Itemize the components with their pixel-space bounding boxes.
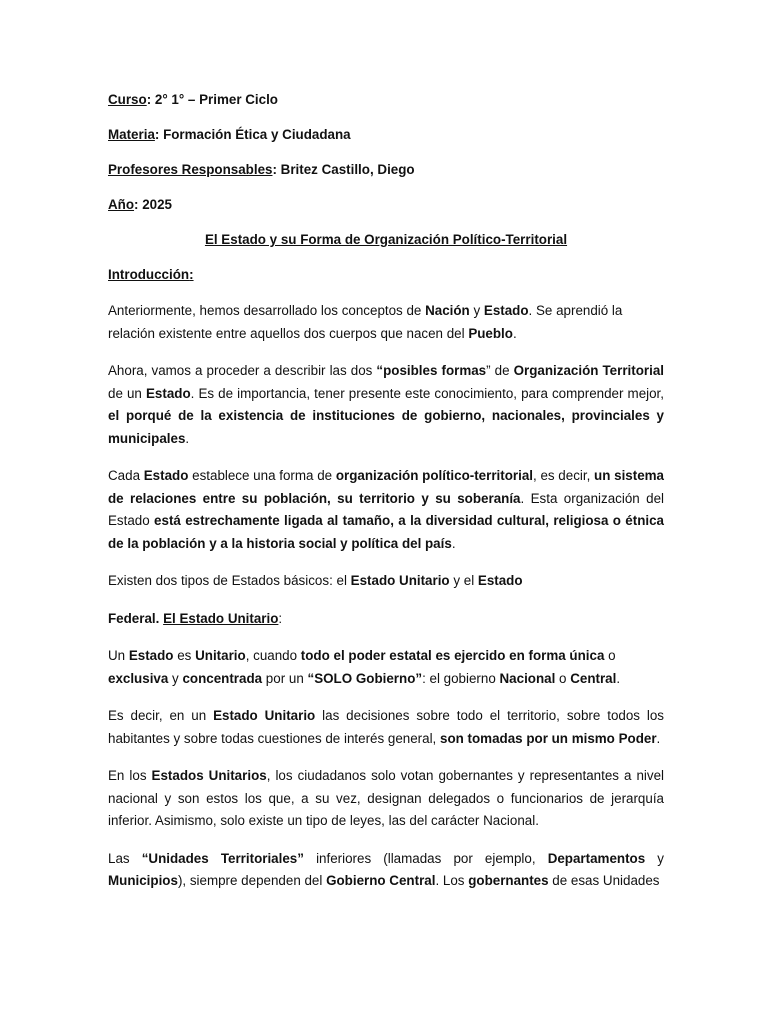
bold-text: Pueblo <box>468 325 513 341</box>
bold-text: Estado Unitario <box>213 708 316 723</box>
bold-text: un sistema de relaciones entre su población, su territorio y su soberanía <box>108 468 665 506</box>
bold-text: el porqué de la existencia de instituciones de gobierno, nacionales, provinciales y municipales <box>108 408 664 446</box>
paragraph-1 <box>108 300 664 345</box>
text: . <box>616 670 621 686</box>
anio-line: Año: 2025 <box>108 197 173 212</box>
text: es <box>173 648 196 663</box>
bold-text: Estado <box>128 648 174 663</box>
bold-text: Estado Unitario <box>350 573 450 588</box>
text: y <box>469 303 484 318</box>
text: . <box>185 430 190 446</box>
bold-text: Estado <box>483 303 529 318</box>
bold-text: Central <box>570 670 617 686</box>
curso-line: Curso: 2° 1° – Primer Ciclo <box>108 92 278 107</box>
text: inferiores (llamadas por ejemplo, <box>303 850 548 866</box>
introduccion-heading: Introducción: <box>108 267 194 282</box>
bold-text: Estado <box>145 385 191 401</box>
text: En los <box>108 768 152 783</box>
paragraph-7 <box>108 705 664 750</box>
text: . <box>155 610 164 626</box>
text: ” de <box>486 363 514 378</box>
text: : el gobierno <box>422 670 500 686</box>
text: . Se aprendió la relación existente entre aquellos dos cuerpos que nacen del <box>108 303 623 341</box>
bold-text: son tomadas por un mismo Poder <box>440 730 657 746</box>
bold-text: todo el poder estatal es ejercido en forma única <box>300 648 605 663</box>
bold-text: Estado <box>143 468 189 483</box>
text: , los ciudadanos solo votan gobernantes y representantes a nivel nacional y son estos los que, a su vez, designan delegados o funcionarios de jerarquía inferior. Asimismo, solo existe un tipo de leyes, las del carácter Nacional. <box>108 768 665 828</box>
document-page <box>108 90 664 908</box>
estado-unitario-heading <box>108 608 664 631</box>
text: : <box>278 610 283 626</box>
paragraph-3 <box>108 465 664 555</box>
bold-text: Municipios <box>108 873 178 888</box>
anio-label: Año <box>108 197 135 212</box>
text: ), siempre dependen del <box>177 873 327 888</box>
text: por un <box>262 670 308 686</box>
text: Existen dos tipos de Estados básicos: el <box>108 573 351 588</box>
text: Es decir, en un <box>108 708 214 723</box>
text: y <box>645 850 664 866</box>
text: , es decir, <box>533 468 595 483</box>
text: . <box>656 730 661 746</box>
paragraph-4 <box>108 570 664 593</box>
paragraph-9 <box>108 848 664 893</box>
anio-value: 2025 <box>142 197 173 212</box>
text: Las <box>108 850 142 866</box>
materia-value: Formación Ética y Ciudadana <box>163 127 351 142</box>
bold-text: Estado <box>477 573 523 588</box>
text: y <box>168 670 183 686</box>
bold-text: está estrechamente ligada al tamaño, a la diversidad cultural, religiosa o étnica de la población y a la historia social y política del país <box>108 513 664 551</box>
curso-label: Curso <box>108 92 147 107</box>
paragraph-6 <box>108 645 664 690</box>
paragraph-2 <box>108 360 664 450</box>
bold-text: Unitario <box>195 648 246 663</box>
text: establece una forma de <box>188 468 336 483</box>
bold-text: Nación <box>425 303 470 318</box>
text: Un <box>108 648 129 663</box>
text: o <box>604 648 616 663</box>
bold-text: Gobierno Central <box>326 873 436 888</box>
bold-text: organización político-territorial <box>335 468 533 483</box>
text: Ahora, vamos a proceder a describir las dos <box>108 363 377 378</box>
text: , cuando <box>245 648 301 663</box>
text: o <box>555 670 571 686</box>
bold-text: Estados Unitarios <box>151 768 267 783</box>
profesores-value: Britez Castillo, Diego <box>280 162 415 177</box>
profesores-line: Profesores Responsables: Britez Castillo, Diego <box>108 162 415 177</box>
text: de un <box>108 385 146 401</box>
text: . Los <box>435 873 469 888</box>
materia-line: Materia: Formación Ética y Ciudadana <box>108 127 351 142</box>
profesores-label: Profesores Responsables <box>108 162 273 177</box>
text: . Esta organización del Estado <box>108 490 664 528</box>
text: de esas Unidades <box>548 873 660 888</box>
introduccion-label: Introducción <box>108 267 190 282</box>
text: . <box>451 535 456 551</box>
bold-text: Federal <box>108 610 156 626</box>
bold-text: Organización Territorial <box>513 363 665 378</box>
paragraph-8 <box>108 765 664 833</box>
bold-text: gobernantes <box>468 873 549 888</box>
text: y el <box>449 573 478 588</box>
text: Cada <box>108 468 144 483</box>
bold-text: “Unidades Territoriales” <box>141 850 304 866</box>
text: . Es de importancia, tener presente este conocimiento, para comprender mejor, <box>190 385 664 401</box>
text: Anteriormente, hemos desarrollado los conceptos de <box>108 303 426 318</box>
curso-value: 2° 1° – Primer Ciclo <box>154 92 278 107</box>
bold-text: Nacional <box>499 670 556 686</box>
materia-label: Materia <box>108 127 155 142</box>
document-title: El Estado y su Forma de Organización Político-Territorial <box>204 232 568 247</box>
bold-text: Departamentos <box>547 850 646 866</box>
bold-text: “posibles formas <box>376 363 487 378</box>
bold-text: “SOLO Gobierno” <box>307 670 423 686</box>
text: . <box>512 325 517 341</box>
bold-text: exclusiva <box>108 670 169 686</box>
bold-text: concentrada <box>182 670 263 686</box>
estado-unitario-label: El Estado Unitario <box>163 610 279 626</box>
text: las decisiones sobre todo el territorio, sobre todos los habitantes y sobre todas cuestiones de interés general, <box>108 708 665 746</box>
